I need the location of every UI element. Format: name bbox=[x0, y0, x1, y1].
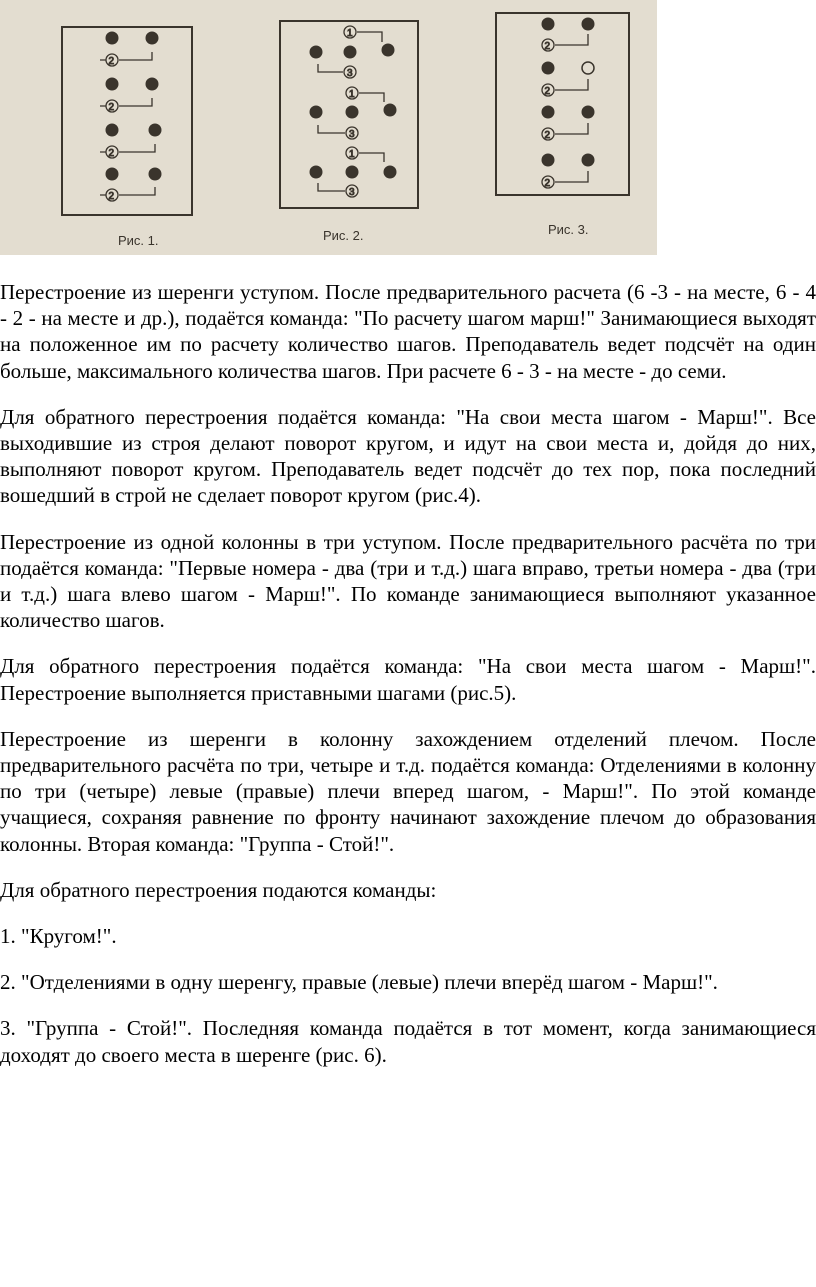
svg-text:2: 2 bbox=[108, 102, 115, 113]
svg-text:2: 2 bbox=[544, 178, 551, 189]
svg-text:1: 1 bbox=[349, 149, 355, 160]
list-item-2: 2. "Отделениями в одну шеренгу, правые (левые) плечи вперёд шагом - Марш!". bbox=[0, 970, 718, 995]
list-item-3: 3. "Группа - Стой!". Последняя команда подаётся в тот момент, когда занимающиеся доходят до своего места в шеренге (рис. 6). bbox=[0, 1016, 816, 1067]
paragraph-3: Перестроение из одной колонны в три уступом. После предварительного расчёта по три подаётся команда: "Первые номера - два (три и т.д.) шага вправо, третьи номера - два (три и т.д.) шага влево шагом - Марш!". По команде занимающиеся выполняют указанное количество шагов. bbox=[0, 529, 816, 633]
svg-text:1: 1 bbox=[349, 89, 355, 100]
paragraph-4: Для обратного перестроения подаётся команда: "На свои места шагом - Марш!". Перестроение выполняется приставными шагами (рис.5). bbox=[0, 654, 816, 705]
svg-text:2: 2 bbox=[544, 86, 551, 97]
svg-text:3: 3 bbox=[349, 187, 355, 198]
figure-1-label: Рис. 1. bbox=[118, 233, 159, 248]
svg-text:3: 3 bbox=[349, 129, 355, 140]
svg-text:3: 3 bbox=[347, 68, 353, 79]
paragraph-2: Для обратного перестроения подаётся команда: "На свои места шагом - Марш!". Все выходившие из строя делают поворот кругом, и идут на свои места и, дойдя до них, выполняют поворот кругом. Преподаватель ведет подсчёт до тех пор, пока последний вошедший в строй не сделает поворот кругом (рис.4). bbox=[0, 404, 816, 508]
figure-2-label: Рис. 2. bbox=[323, 228, 364, 243]
svg-text:2: 2 bbox=[544, 41, 551, 52]
list-item-1: 1. "Кругом!". bbox=[0, 924, 117, 949]
svg-text:1: 1 bbox=[347, 28, 353, 39]
svg-text:2: 2 bbox=[108, 56, 115, 67]
svg-text:2: 2 bbox=[544, 130, 551, 141]
figure-3-label: Рис. 3. bbox=[548, 222, 589, 237]
scanned-figures-image bbox=[0, 0, 657, 255]
paragraph-6: Для обратного перестроения подаются команды: bbox=[0, 877, 437, 902]
document-body bbox=[0, 279, 816, 1088]
formation-diagrams bbox=[0, 0, 657, 255]
svg-text:2: 2 bbox=[108, 148, 115, 159]
paragraph-1: Перестроение из шеренги уступом. После предварительного расчета (6 -3 - на месте, 6 - 4 - 2 - на месте и др.), подаётся команда: "По расчету шагом марш!" Занимающиеся выходят на положенное им по расчету количество шагов. Преподаватель ведет подсчёт на один больше, максимального количества шагов. При расчете 6 - 3 - на месте - до семи. bbox=[0, 280, 816, 383]
svg-text:2: 2 bbox=[108, 191, 115, 202]
paragraph-5: Перестроение из шеренги в колонну захождением отделений плечом. После предварительного расчёта по три, четыре и т.д. подаётся команда: Отделениями в колонну по три (четыре) левые (правые) плечи вперед шагом, - Марш!". По этой команде учащиеся, сохраняя равнение по фронту начинают захождение плечом до образования колонны. Вторая команда: "Группа - Стой!". bbox=[0, 726, 816, 856]
